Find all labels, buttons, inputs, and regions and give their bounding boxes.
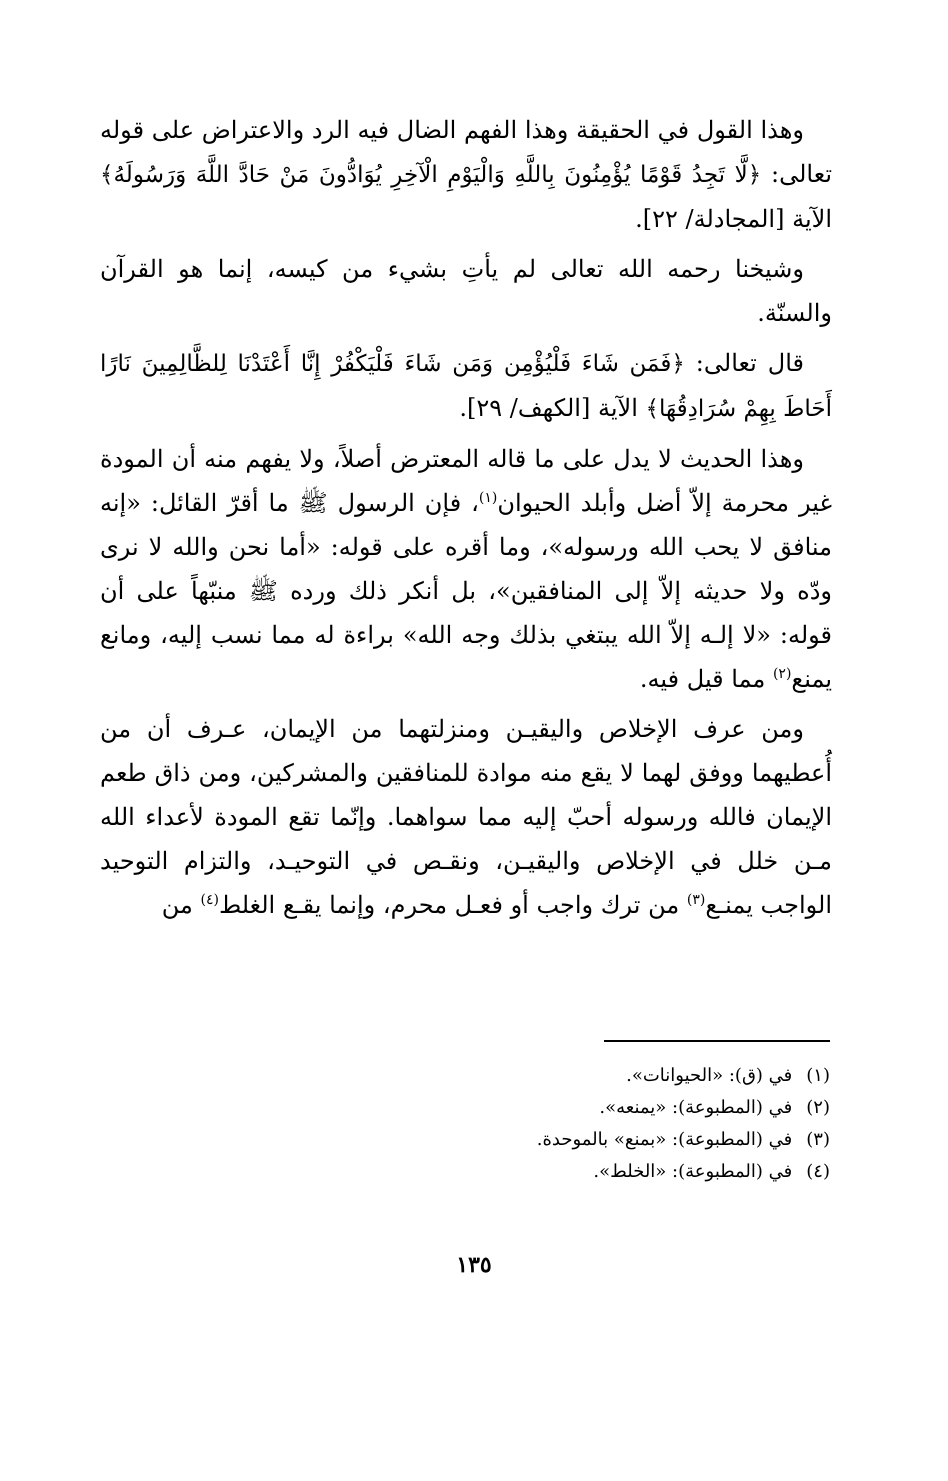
paragraph-text: وهذا الحديث لا يدل على ما قاله المعترض أصلاً، ولا يفهم منه أن المودة غير محرمة إلاّ أضل وأبلد الحيوان <box>100 445 832 517</box>
footnote-text: في (المطبوعة): «يمنعه». <box>599 1097 793 1118</box>
paragraph-3 <box>100 341 832 431</box>
page-number: ١٣٥ <box>456 1252 492 1278</box>
footnote <box>330 1092 830 1124</box>
paragraph-2 <box>100 247 832 335</box>
footnote-ref[interactable]: (١) <box>478 490 498 506</box>
paragraph-4 <box>100 437 832 701</box>
footnote <box>330 1124 830 1156</box>
paragraph-text: ومن عرف الإخلاص واليقيـن ومنزلتهما من الإيمان، عـرف أن من أُعطيهما ووفق لهما لا يقع منه موادة للمنافقين والمشركين، ومن ذاق طعم الإيمان فالله ورسوله أحبّ إليه مما سواهما. وإنّما تقع المودة لأعداء الله مـن خلل في الإخلاص واليقيـن، ونقـص في التوحيـد، والتزام التوحيد الواجب يمنـع <box>100 715 832 919</box>
footnote <box>330 1156 830 1188</box>
footnotes <box>330 1060 830 1188</box>
footnote-text: في (المطبوعة): «بمنع» بالموحدة. <box>536 1129 793 1150</box>
quran-verse: ﴿فَمَن شَاءَ فَلْيُؤْمِن وَمَن شَاءَ فَلْيَكْفُرْ إِنَّا أَعْتَدْنَا لِلظَّالِمِينَ نَارًا أَحَاطَ بِهِمْ سُرَادِقُهَا﴾ <box>100 351 832 422</box>
footnote <box>330 1060 830 1092</box>
paragraph-text: مما قيل فيه. <box>639 665 773 693</box>
paragraph-text: وهذا القول في الحقيقة وهذا الفهم الضال فيه الرد والاعتراض على قوله تعالى: <box>100 116 832 188</box>
footnote-ref[interactable]: (٢) <box>772 666 792 682</box>
footnote-number: (٢) <box>806 1097 830 1118</box>
paragraph-1 <box>100 108 832 241</box>
paragraph-text: وشيخنا رحمه الله تعالى لم يأتِ بشيء من كيسه، إنما هو القرآن والسنّة. <box>100 255 832 327</box>
footnote-ref[interactable]: (٤) <box>200 892 219 908</box>
verse-reference: الآية [المجادلة/ ٢٢]. <box>635 205 832 233</box>
footnote-text: في (ق): «الحيوانات». <box>626 1065 793 1086</box>
paragraph-text: قال تعالى: <box>684 349 804 377</box>
main-text <box>100 108 832 933</box>
footnote-text: في (المطبوعة): «الخلط». <box>593 1161 793 1182</box>
footnote-ref[interactable]: (٣) <box>686 892 706 908</box>
quran-verse: ﴿لَّا تَجِدُ قَوْمًا يُؤْمِنُونَ بِاللَّهِ وَالْيَوْمِ الْآخِرِ يُوَادُّونَ مَنْ حَادَّ اللَّهَ وَرَسُولَهُ﴾ <box>100 162 762 188</box>
footnote-number: (٣) <box>806 1129 830 1150</box>
footnote-number: (١) <box>806 1065 830 1086</box>
paragraph-text: ، فإن الرسول ﷺ ما أقرّ القائل: «إنه منافق لا يحب الله ورسوله»، وما أقره على قوله: «أما نحن والله لا نرى ودّه ولا حديثه إلاّ إلى المنافقين»، بل أنكر ذلك ورده ﷺ منبّهاً على أن قوله: «لا إلـه إلاّ الله يبتغي بذلك وجه الله» براءة له مما نسب إليه، ومانع يمنع <box>100 489 833 693</box>
verse-reference: الآية [الكهف/ ٢٩]. <box>459 394 646 422</box>
paragraph-text: من <box>161 891 201 919</box>
paragraph-text: من ترك واجب أو فعـل محرم، وإنما يقـع الغلط <box>218 891 687 919</box>
paragraph-5 <box>100 707 832 927</box>
footnote-divider <box>604 1040 830 1042</box>
footnote-number: (٤) <box>806 1161 830 1182</box>
